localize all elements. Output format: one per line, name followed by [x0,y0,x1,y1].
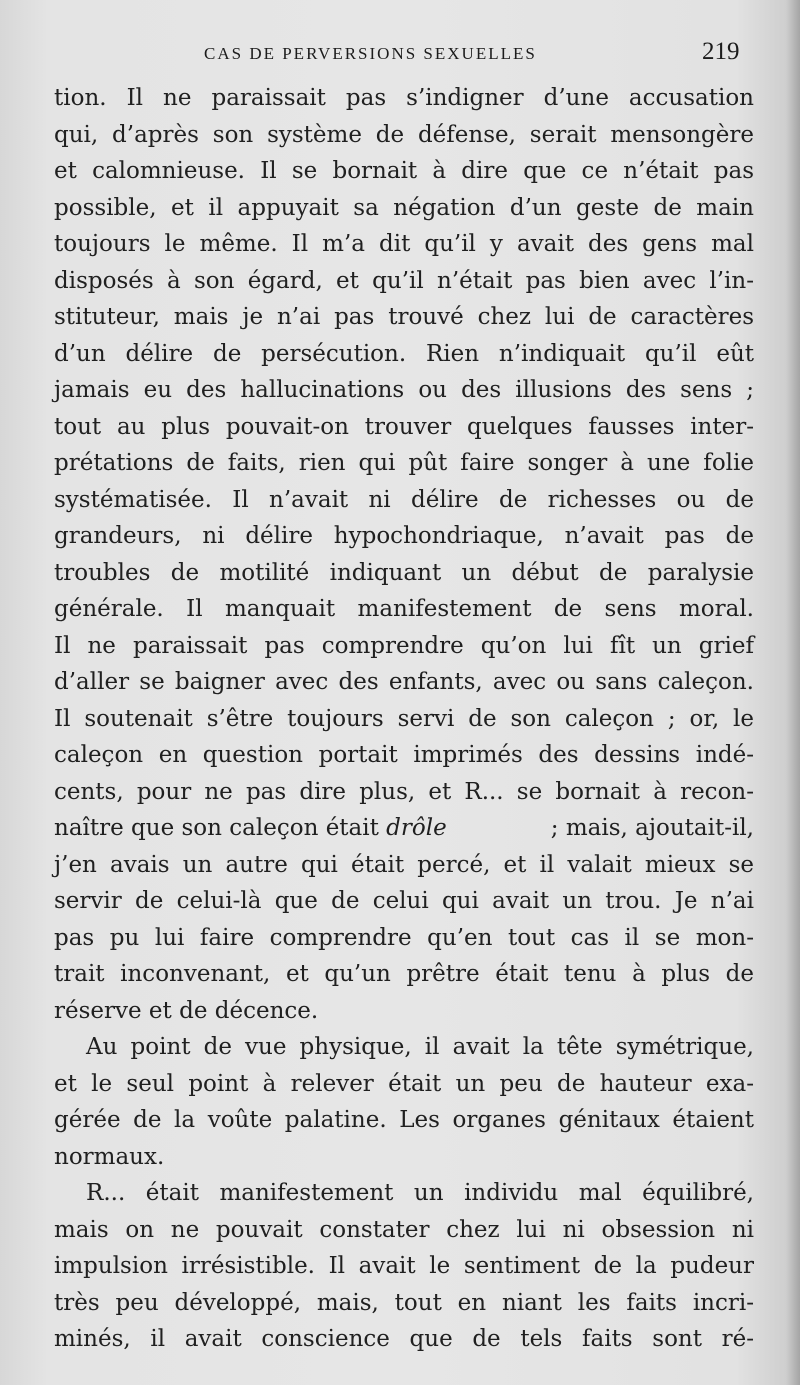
text-line: générale. Il manquait manifestement de sens moral. [54,596,754,622]
text-line: mais on ne pouvait constater chez lui ni obsession ni [54,1216,754,1243]
text-line: pas pu lui faire comprendre qu’en tout cas il se mon- [54,924,754,951]
text-line: cents, pour ne pas dire plus, et R... se bornait à recon- [54,778,754,805]
paragraph-start-line: Au point de vue physique, il avait la tête symétrique, [86,1034,754,1060]
text-line: qui, d’après son système de défense, serait mensongère [54,121,754,148]
text-fragment: ; mais, ajoutait-il, [543,815,754,841]
text-line: prétations de faits, rien qui pût faire songer à une folie [54,450,754,476]
paragraph-start-line: R... était manifestement un individu mal équilibré, [86,1180,754,1206]
page-header [0,34,800,70]
text-line: d’aller se baigner avec des enfants, avec ou sans caleçon. [54,669,754,695]
text-line: grandeurs, ni délire hypochondriaque, n’avait pas de [54,523,754,549]
text-line: disposés à son égard, et qu’il n’était pas bien avec l’in- [54,267,754,294]
text-line: j’en avais un autre qui était percé, et il valait mieux se [54,851,754,878]
text-line: minés, il avait conscience que de tels faits sont ré- [54,1326,754,1352]
text-line: d’un délire de persécution. Rien n’indiquait qu’il eût [54,340,754,367]
text-line: normaux. [54,1143,165,1170]
text-line: toujours le même. Il m’a dit qu’il y avait des gens mal [54,231,754,257]
body-text [54,80,754,1358]
text-line: gérée de la voûte palatine. Les organes génitaux étaient [54,1107,754,1133]
text-line: très peu développé, mais, tout en niant les faits incri- [54,1289,754,1316]
italic-word: drôle [386,815,447,841]
text-line: caleçon en question portait imprimés des dessins indé- [54,742,754,768]
text-line: servir de celui-là que de celui qui avait un trou. Je n’ai [54,888,754,914]
text-line: systématisée. Il n’avait ni délire de richesses ou de [54,486,754,513]
text-line: Il soutenait s’être toujours servi de son caleçon ; or, le [54,705,754,732]
text-fragment: naître que son caleçon était drôle [54,815,447,841]
text-line: jamais eu des hallucinations ou des illusions des sens ; [54,377,754,403]
page-number: 219 [702,38,740,65]
text-line: stituteur, mais je n’ai pas trouvé chez lui de caractères [54,304,754,330]
text-line: tout au plus pouvait-on trouver quelques fausses inter- [54,413,754,440]
text-line: troubles de motilité indiquant un début de paralysie [54,559,754,586]
text-line: trait inconvenant, et qu’un prêtre était tenu à plus de [54,961,754,987]
text-line: impulsion irrésistible. Il avait le sentiment de la pudeur [54,1253,754,1279]
text-line: réserve et de décence. [54,997,319,1024]
text-line: Il ne paraissait pas comprendre qu’on lui fît un grief [54,632,754,659]
text-line: et calomnieuse. Il se bornait à dire que ce n’était pas [54,158,754,184]
text-line: tion. Il ne paraissait pas s’indigner d’une accusation [54,85,754,111]
text-line-mixed [54,810,754,847]
running-head: CAS DE PERVERSIONS SEXUELLES [204,44,537,63]
text-line: possible, et il appuyait sa négation d’un geste de main [54,194,754,221]
text-line: et le seul point à relever était un peu de hauteur exa- [54,1070,754,1097]
